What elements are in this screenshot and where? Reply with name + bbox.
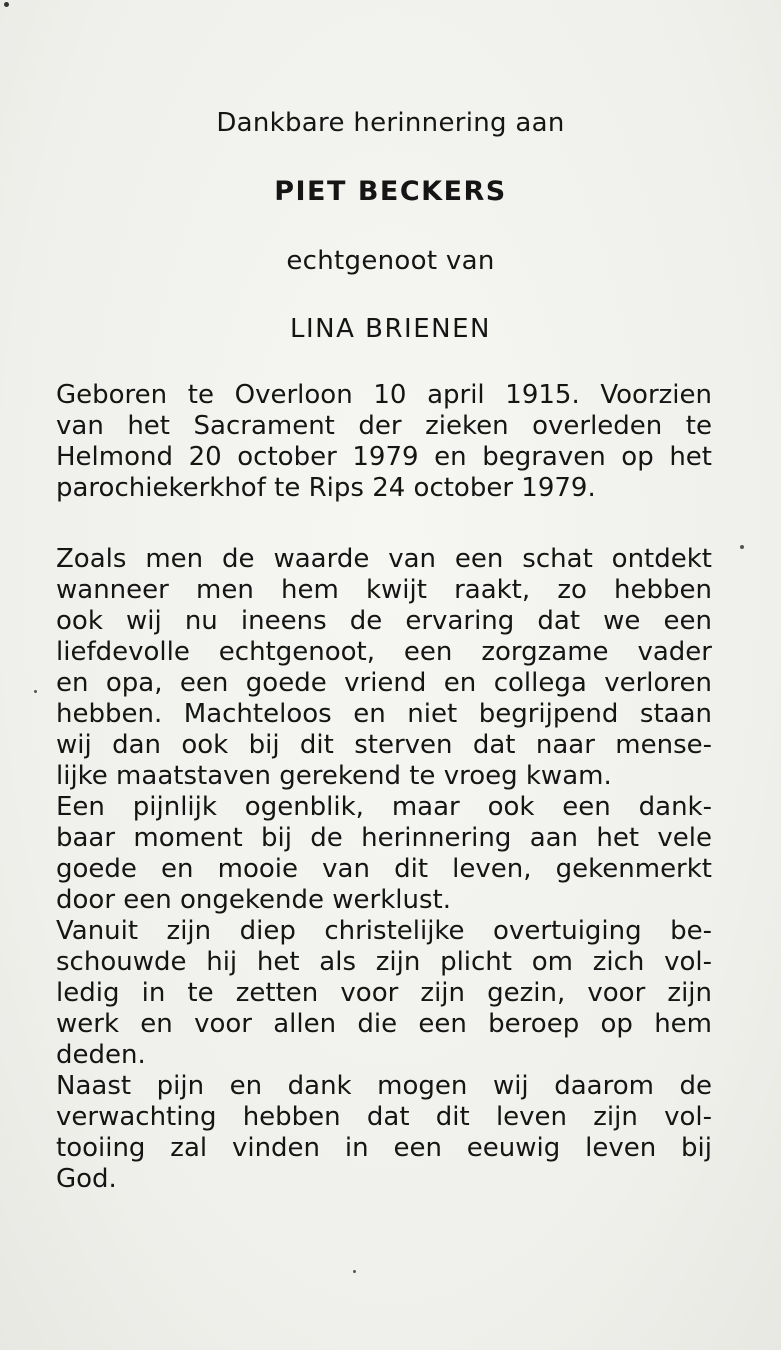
biography-paragraph	[56, 380, 712, 504]
tribute-line: Vanuit zijn diep christelijke overtuiging be-	[56, 916, 712, 946]
tribute-line: lijke maatstaven gerekend te vroeg kwam.	[56, 761, 612, 791]
tribute-line: baar moment bij de herinnering aan het vele	[56, 823, 712, 853]
tribute-line: tooiing zal vinden in een eeuwig leven bij	[56, 1133, 712, 1163]
spouse-name: LINA BRIENEN	[290, 314, 491, 344]
tribute-line: Naast pijn en dank mogen wij daarom de	[56, 1071, 712, 1101]
tribute-line: door een ongekende werklust.	[56, 885, 451, 915]
tribute-line: Zoals men de waarde van een schat ontdekt	[56, 544, 712, 574]
tribute-line: wij dan ook bij dit sterven dat naar mense-	[56, 730, 712, 760]
print-speck	[34, 690, 37, 693]
deceased-name: PIET BECKERS	[274, 176, 507, 207]
biography-line: Geboren te Overloon 10 april 1915. Voorzien	[56, 380, 712, 410]
tribute-line: wanneer men hem kwijt raakt, zo hebben	[56, 575, 712, 605]
tribute-line: God.	[56, 1164, 117, 1194]
tribute-line: Een pijnlijk ogenblik, maar ook een dank-	[56, 792, 712, 822]
print-speck	[353, 1270, 356, 1273]
biography-line: parochiekerkhof te Rips 24 october 1979.	[56, 473, 596, 503]
tribute-paragraph	[56, 544, 712, 1195]
tribute-line: liefdevolle echtgenoot, een zorgzame vader	[56, 637, 712, 667]
tribute-line: hebben. Machteloos en niet begrijpend staan	[56, 699, 712, 729]
print-speck	[740, 545, 744, 549]
tribute-line: verwachting hebben dat dit leven zijn vol-	[56, 1102, 712, 1132]
tribute-line: ledig in te zetten voor zijn gezin, voor zijn	[56, 978, 712, 1008]
spouse-intro-text: echtgenoot van	[286, 246, 495, 276]
biography-line: Helmond 20 october 1979 en begraven op het	[56, 442, 712, 472]
tribute-line: schouwde hij het als zijn plicht om zich vol-	[56, 947, 712, 977]
tribute-line: ook wij nu ineens de ervaring dat we een	[56, 606, 712, 636]
tribute-line: deden.	[56, 1040, 146, 1070]
intro-text: Dankbare herinnering aan	[216, 108, 565, 138]
tribute-line: en opa, een goede vriend en collega verloren	[56, 668, 712, 698]
tribute-line: goede en mooie van dit leven, gekenmerkt	[56, 854, 712, 884]
print-speck	[4, 2, 9, 7]
tribute-line: werk en voor allen die een beroep op hem	[56, 1009, 712, 1039]
biography-line: van het Sacrament der zieken overleden te	[56, 411, 712, 441]
